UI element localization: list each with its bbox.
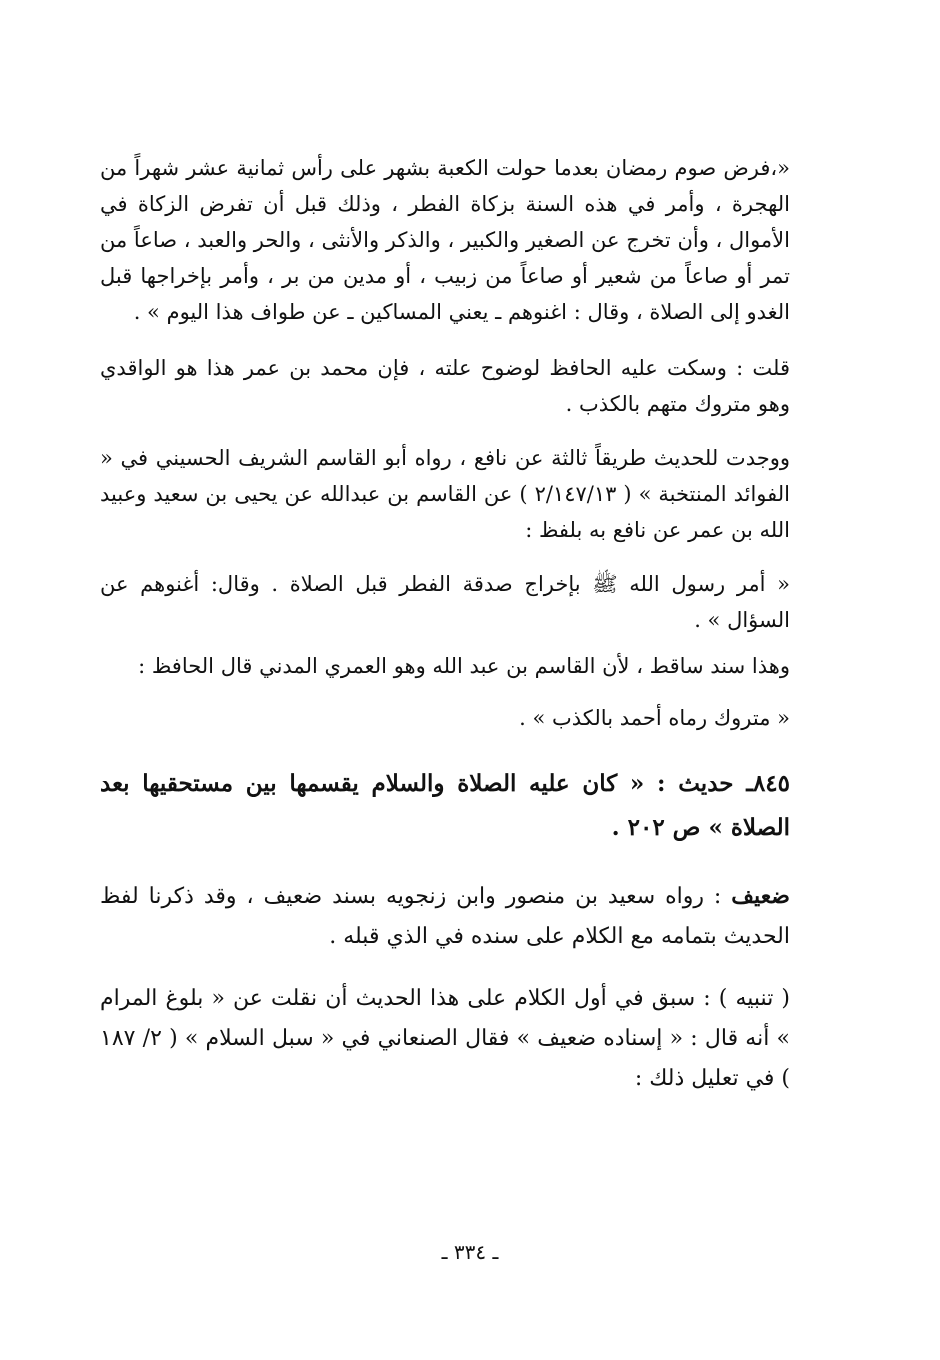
second-quote: « أمر رسول الله ﷺ بإخراج صدقة الفطر قبل الصلاة . وقال: أغنوهم عن السؤال » . xyxy=(100,572,790,632)
third-quote: « متروك رماه أحمد بالكذب » . xyxy=(519,706,790,730)
chain-remark: وهذا سند ساقط ، لأن القاسم بن عبد الله وهو العمري المدني قال الحافظ : xyxy=(138,654,790,678)
grading-text: : رواه سعيد بن منصور وابن زنجويه بسند ضعيف ، وقد ذكرنا لفظ الحديث بتمامه مع الكلام على سنده في الذي قبله . xyxy=(100,884,790,949)
page-number: ـ ٣٣٤ ـ xyxy=(441,1240,499,1264)
grading-label: ضعيف xyxy=(731,883,790,909)
quoted-narration: «،فرض صوم رمضان بعدما حولت الكعبة بشهر على رأس ثمانية عشر شهراً من الهجرة ، وأمر في هذه السنة بزكاة الفطر ، وذلك قبل أن تفرض الزكاة في الأموال ، وأن تخرج عن الصغير والكبير ، والذكر والأنثى ، والحر والعبد ، صاعاً من تمر أو صاعاً من شعير أو صاعاً من زبيب ، أو مدين من بر ، وأمر بإخراجها قبل الغدو إلى الصلاة ، وقال : اغنوهم ـ يعني المساكين ـ عن طواف هذا اليوم » . xyxy=(100,156,790,324)
page-body xyxy=(100,150,790,1099)
tanbih-paragraph: ( تنبيه ) : سبق في أول الكلام على هذا الحديث أن نقلت عن « بلوغ المرام » أنه قال : « إسناده ضعيف » فقال الصنعاني في « سبل السلام » ( ٢/ ١٨٧ ) في تعليل ذلك : xyxy=(100,986,790,1091)
author-note: قلت : وسكت عليه الحافظ لوضوح علته ، فإن محمد بن عمر هذا هو الواقدي وهو متروك متهم بالكذب . xyxy=(100,356,790,416)
hadith-heading: ٨٤٥ـ حديث : « كان عليه الصلاة والسلام يقسمها بين مستحقيها بعد الصلاة » ص ٢٠٢ . xyxy=(100,770,790,841)
third-chain-paragraph: ووجدت للحديث طريقاً ثالثة عن نافع ، رواه أبو القاسم الشريف الحسيني في « الفوائد المنتخبة » ( ٢/١٤٧/١٣ ) عن القاسم بن عبدالله عن يحيى بن سعيد وعبيد الله بن عمر عن نافع به بلفظ : xyxy=(100,446,790,542)
grading-paragraph xyxy=(100,876,790,957)
